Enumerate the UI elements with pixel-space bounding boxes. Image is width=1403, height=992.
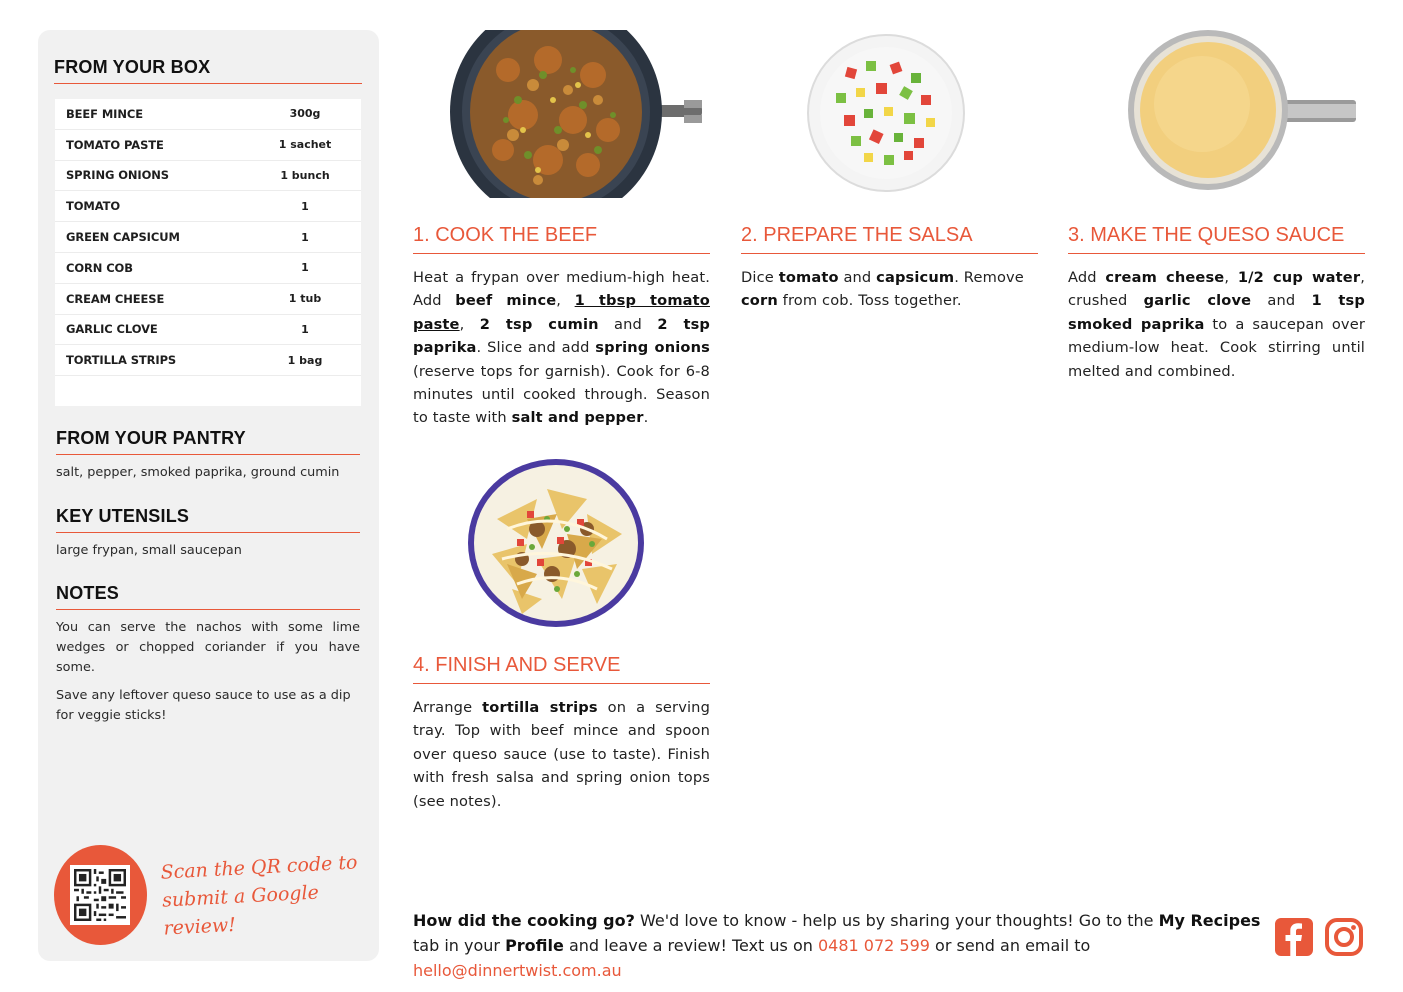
ingredient-highlight: 1/2 cup water (1237, 269, 1361, 286)
footer-text: tab in your (413, 936, 506, 955)
step3-title: 3. MAKE THE QUESO SAUCE (1068, 224, 1365, 254)
profile-label: Profile (505, 936, 564, 955)
email-link[interactable]: hello@dinnertwist.com.au (413, 961, 622, 980)
footer-text: We'd love to know - help us by sharing your thoughts! Go to the (634, 911, 1159, 930)
table-row (55, 284, 361, 315)
pantry-heading: FROM YOUR PANTRY (56, 428, 360, 455)
ingredient-highlight: beef mince (455, 292, 557, 310)
ingredient-name: GARLIC CLOVE (66, 322, 158, 337)
ingredient-name: CREAM CHEESE (66, 291, 165, 306)
table-row (55, 222, 361, 253)
ingredient-highlight: spring onions (595, 339, 710, 357)
ingredient-name: CORN COB (66, 260, 133, 275)
pantry-text: salt, pepper, smoked paprika, ground cumin (56, 465, 340, 480)
text-run: . (643, 409, 649, 427)
from-your-box-heading: FROM YOUR BOX (54, 57, 362, 84)
text-run: Add (1068, 269, 1106, 286)
text-run: , (556, 292, 575, 310)
note-text: You can serve the nachos with some lime wedges or chopped coriander if you have some. (56, 620, 360, 675)
ingredient-highlight: capsicum (876, 269, 955, 286)
utensils-text: large frypan, small saucepan (56, 543, 242, 558)
pantry-section (56, 428, 360, 483)
ingredients-sidebar (38, 30, 379, 961)
utensils-section (56, 506, 360, 561)
phone-link[interactable]: 0481 072 599 (817, 936, 930, 955)
qr-review-block (54, 845, 379, 945)
footer-bold: How did the cooking go? (413, 911, 635, 930)
text-run: . Slice and add (476, 339, 596, 357)
ingredient-qty: 1 sachet (278, 138, 332, 152)
table-row (55, 161, 361, 192)
step1-title: 1. COOK THE BEEF (413, 224, 710, 254)
step4-body (413, 696, 710, 813)
ingredient-highlight: tomato (778, 269, 839, 286)
text-run: and (598, 315, 658, 333)
text-run: on a serving tray. Top with beef mince and spoon over queso sauce (use to taste). Finish with fresh salsa and spring onion tops (see notes). (413, 699, 710, 810)
ingredient-qty: 1 (301, 261, 309, 275)
qr-code-icon[interactable] (70, 865, 130, 925)
ingredient-highlight: cream cheese (1105, 269, 1225, 286)
step2-title: 2. PREPARE THE SALSA (741, 224, 1038, 254)
ingredient-qty: 1 bag (287, 353, 323, 367)
text-run: Dice (741, 269, 779, 286)
table-row (55, 253, 361, 284)
text-run: . Remove (954, 269, 1024, 286)
ingredient-highlight: corn (741, 292, 778, 310)
text-run: (reserve tops for garnish). Cook for 6-8 minutes until cooked through. Season to taste with (413, 362, 710, 427)
text-run: Heat a frypan over medium-high heat. Add (413, 269, 710, 310)
qr-caption (159, 847, 381, 942)
ingredient-name: SPRING ONIONS (66, 168, 169, 183)
text-run: Arrange (413, 699, 483, 716)
table-row (55, 99, 361, 130)
text-run: and (1251, 292, 1312, 310)
footer-text: or send an email to (929, 936, 1091, 955)
ingredient-highlight: 1 tbsp tomato paste (413, 292, 710, 333)
ingredient-qty: 1 (301, 322, 309, 336)
ingredient-highlight: 2 tsp paprika (413, 315, 711, 357)
notes-section (56, 583, 360, 726)
text-run: , (1224, 269, 1238, 286)
ingredient-name: BEEF MINCE (66, 106, 143, 121)
notes-heading: NOTES (56, 583, 360, 610)
feedback-footer (413, 908, 1263, 983)
footer-text: and leave a review! Text us on (563, 936, 818, 955)
instagram-icon[interactable] (1325, 918, 1363, 960)
step3-body (1068, 266, 1365, 383)
qr-caption-line: Scan the QR code to (159, 851, 358, 884)
facebook-icon[interactable] (1275, 918, 1313, 960)
step4-image (467, 459, 647, 633)
ingredient-name: TORTILLA STRIPS (66, 353, 177, 368)
text-run: and (838, 269, 877, 286)
table-row (55, 130, 361, 161)
ingredient-qty: 1 (301, 199, 309, 213)
step1-body (413, 266, 710, 430)
text-run: , crushed (1068, 269, 1365, 310)
note-text: Save any leftover queso sauce to use as a dip for veggie sticks! (56, 688, 351, 723)
my-recipes-label: My Recipes (1158, 911, 1261, 930)
ingredient-name: GREEN CAPSICUM (66, 230, 180, 245)
ingredient-qty: 300g (289, 107, 321, 121)
ingredient-highlight: salt and pepper (511, 409, 644, 427)
qr-badge (54, 845, 147, 945)
utensils-heading: KEY UTENSILS (56, 506, 360, 533)
step2-body (741, 266, 1038, 313)
ingredient-name: TOMATO PASTE (66, 137, 164, 152)
step4-title: 4. FINISH AND SERVE (413, 654, 710, 684)
text-run: to a saucepan over medium-low heat. Cook stirring until melted and combined. (1068, 315, 1365, 380)
text-run: , (459, 315, 480, 333)
ingredient-highlight: tortilla strips (482, 699, 598, 716)
ingredients-table (55, 99, 361, 406)
table-row (55, 315, 361, 346)
ingredient-highlight: 2 tsp cumin (479, 315, 599, 333)
step3-image (1126, 28, 1358, 196)
table-row (55, 191, 361, 222)
ingredient-qty: 1 tub (288, 292, 322, 306)
text-run: from cob. Toss together. (777, 292, 962, 310)
ingredient-qty: 1 bunch (280, 168, 330, 182)
step1-image (448, 30, 708, 204)
step2-image (806, 33, 966, 197)
table-row (55, 345, 361, 376)
ingredient-name: TOMATO (66, 199, 121, 214)
ingredient-qty: 1 (301, 230, 309, 244)
qr-caption-line: submit a Google review! (161, 881, 319, 940)
ingredient-highlight: garlic clove (1143, 292, 1252, 310)
ingredient-highlight: 1 tsp smoked paprika (1068, 292, 1365, 333)
